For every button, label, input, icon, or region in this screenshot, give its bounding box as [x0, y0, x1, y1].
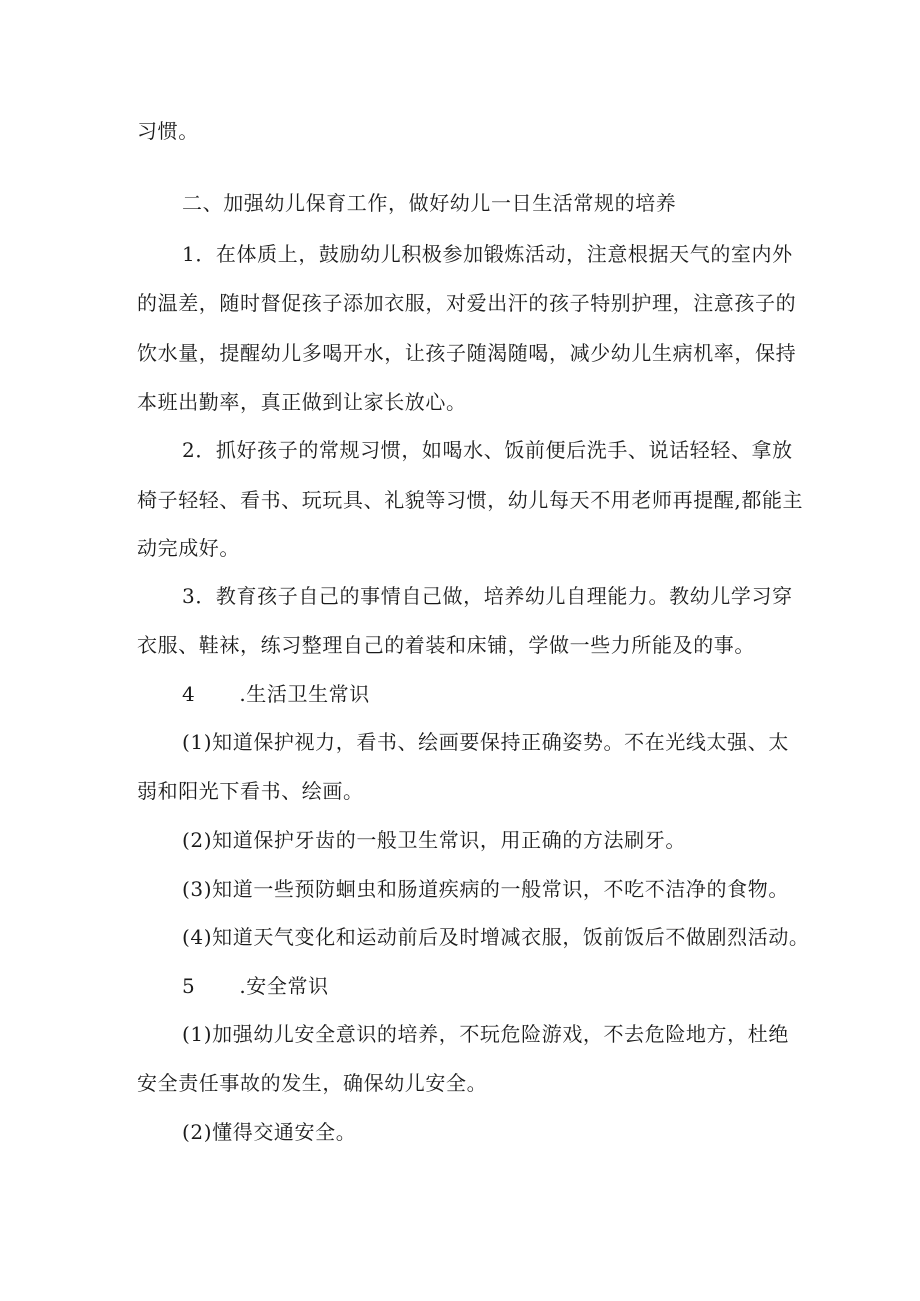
text-line: 弱和阳光下看书、绘画。: [137, 779, 364, 803]
text-line: 本班出勤率，真正做到让家长放心。: [137, 390, 467, 414]
text-line: 1．在体质上，鼓励幼儿积极参加锻炼活动，注意根据天气的室内外: [182, 242, 793, 266]
subheading-text: .安全常识: [239, 974, 329, 998]
text-line: 安全责任事故的发生，确保幼儿安全。: [137, 1071, 488, 1095]
text-line: 习惯。: [137, 119, 199, 143]
text-line: 椅子轻轻、看书、玩玩具、礼貌等习惯，幼儿每天不用老师再提醒,都能主: [137, 488, 804, 512]
text-line: 的温差，随时督促孩子添加衣服，对爱出汗的孩子特别护理，注意孩子的: [137, 291, 797, 315]
text-line: (1)知道保护视力，看书、绘画要保持正确姿势。不在光线太强、太: [182, 730, 789, 754]
text-line: (3)知道一些预防蛔虫和肠道疾病的一般常识，不吃不洁净的食物。: [182, 877, 789, 901]
text-line: 衣服、鞋袜，练习整理自己的着装和床铺，学做一些力所能及的事。: [137, 633, 755, 657]
text-line: (2)知道保护牙齿的一般卫生常识，用正确的方法刷牙。: [182, 828, 686, 852]
text-line: (1)加强幼儿安全意识的培养，不玩危险游戏，不去危险地方，杜绝: [182, 1022, 789, 1046]
text-line: (2)懂得交通安全。: [182, 1120, 357, 1144]
subheading-number: 4: [182, 682, 196, 706]
subheading-text: .生活卫生常识: [239, 682, 370, 706]
text-line: 2．抓好孩子的常规习惯，如喝水、饭前便后洗手、说话轻轻、拿放: [182, 438, 793, 462]
subheading-number: 5: [182, 974, 196, 998]
text-line: 动完成好。: [137, 536, 240, 560]
subheading-hygiene: [182, 681, 370, 707]
text-line: 3．教育孩子自己的事情自己做，培养幼儿自理能力。教幼儿学习穿: [182, 584, 793, 608]
text-line: 饮水量，提醒幼儿多喝开水，让孩子随渴随喝，减少幼儿生病机率，保持: [137, 341, 797, 365]
text-line: (4)知道天气变化和运动前后及时增减衣服，饭前饭后不做剧烈活动。: [182, 925, 810, 949]
subheading-safety: [182, 973, 329, 999]
section-heading: 二、加强幼儿保育工作，做好幼儿一日生活常规的培养: [182, 191, 677, 215]
